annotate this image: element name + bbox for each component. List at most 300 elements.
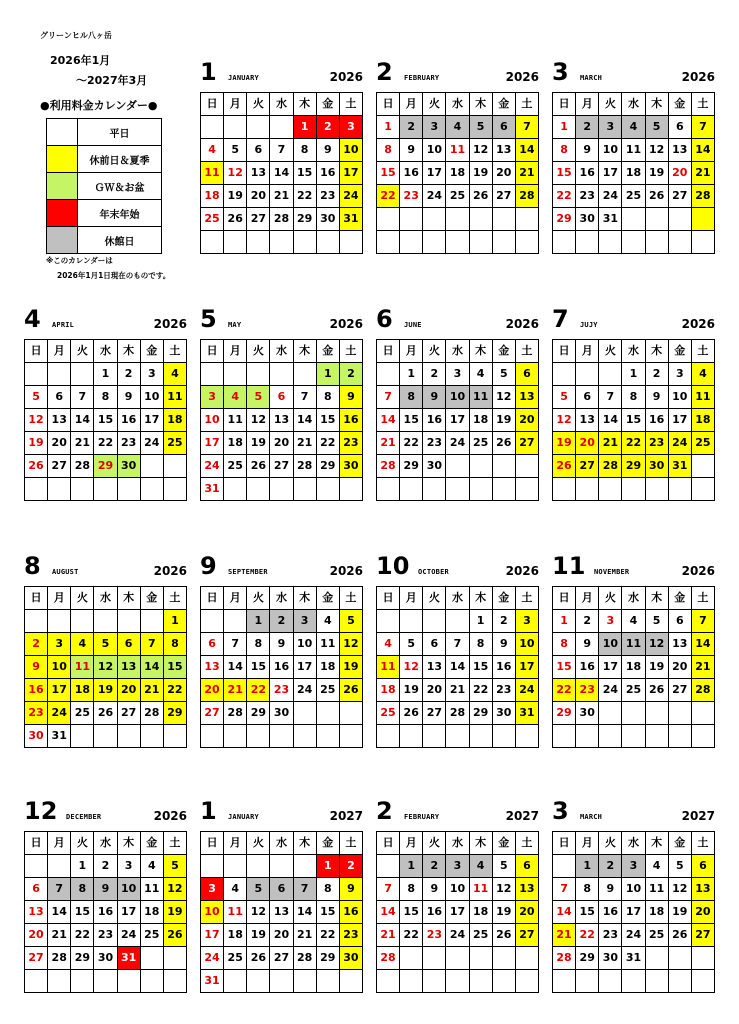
day-cell: 14 (377, 409, 400, 432)
day-cell: 3 (446, 855, 469, 878)
day-cell: 1 (94, 363, 117, 386)
day-cell: 7 (224, 633, 247, 656)
period-start: 2026年1月 (50, 54, 111, 67)
day-cell: 9 (576, 633, 599, 656)
day-cell: 16 (94, 901, 117, 924)
weekday-header: 木 (117, 587, 140, 610)
month-year: 2026 (329, 317, 363, 331)
month-year: 2026 (153, 317, 187, 331)
day-cell: 20 (423, 679, 446, 702)
month-header (376, 305, 539, 339)
week-row (201, 702, 363, 725)
week-row (25, 363, 187, 386)
weekday-header: 土 (691, 587, 714, 610)
day-cell: 13 (270, 901, 293, 924)
day-cell: 6 (48, 386, 71, 409)
day-cell: 1 (163, 610, 186, 633)
day-cell: 5 (469, 116, 492, 139)
month-block (552, 797, 715, 993)
day-cell: 30 (576, 702, 599, 725)
day-cell: 24 (117, 924, 140, 947)
day-cell: 22 (469, 679, 492, 702)
day-cell: 3 (48, 633, 71, 656)
empty-cell (553, 478, 576, 501)
month-header (24, 552, 187, 586)
month-name: FEBRUARY (404, 74, 440, 82)
day-cell: 17 (293, 656, 316, 679)
day-cell: 25 (224, 455, 247, 478)
week-row (553, 656, 715, 679)
empty-cell (446, 725, 469, 748)
week-row (201, 386, 363, 409)
empty-cell (622, 702, 645, 725)
day-cell: 28 (293, 947, 316, 970)
empty-cell (316, 702, 339, 725)
weekday-header: 土 (515, 832, 538, 855)
empty-cell (247, 855, 270, 878)
day-cell: 27 (691, 924, 714, 947)
weekday-header: 日 (201, 93, 224, 116)
day-cell: 10 (339, 139, 362, 162)
day-cell: 14 (599, 409, 622, 432)
empty-cell (71, 725, 94, 748)
day-cell: 19 (469, 162, 492, 185)
day-cell: 9 (339, 878, 362, 901)
legend-row (47, 173, 162, 200)
day-cell: 22 (94, 432, 117, 455)
legend-label: ＧＷ＆お盆 (78, 173, 162, 200)
weekday-header: 日 (377, 587, 400, 610)
month-table (200, 586, 363, 748)
empty-cell (515, 208, 538, 231)
day-cell: 1 (400, 363, 423, 386)
weekday-header: 日 (25, 587, 48, 610)
day-cell: 17 (515, 656, 538, 679)
day-cell: 2 (25, 633, 48, 656)
day-cell: 16 (423, 409, 446, 432)
day-cell: 23 (492, 679, 515, 702)
empty-cell (446, 231, 469, 254)
day-cell: 10 (599, 139, 622, 162)
month-header (24, 305, 187, 339)
day-cell: 11 (71, 656, 94, 679)
day-cell: 10 (423, 139, 446, 162)
day-cell: 17 (599, 162, 622, 185)
week-row (553, 610, 715, 633)
empty-cell (247, 970, 270, 993)
weekday-header: 月 (576, 832, 599, 855)
empty-cell (423, 610, 446, 633)
week-row (25, 679, 187, 702)
day-cell: 11 (691, 386, 714, 409)
day-cell: 24 (599, 185, 622, 208)
empty-cell (400, 478, 423, 501)
weekday-header: 火 (423, 832, 446, 855)
day-cell: 26 (668, 924, 691, 947)
legend-table (46, 118, 162, 254)
week-row (377, 363, 539, 386)
day-cell: 30 (423, 455, 446, 478)
week-row (553, 970, 715, 993)
empty-cell (691, 947, 714, 970)
month-number: 4 (24, 305, 41, 333)
day-cell: 9 (316, 139, 339, 162)
day-cell: 4 (201, 139, 224, 162)
month-table (552, 586, 715, 748)
week-row (553, 139, 715, 162)
month-year: 2026 (153, 809, 187, 823)
empty-cell (201, 363, 224, 386)
day-cell: 29 (316, 947, 339, 970)
empty-cell (691, 725, 714, 748)
day-cell: 24 (622, 924, 645, 947)
weekday-header: 火 (247, 93, 270, 116)
day-cell: 26 (247, 947, 270, 970)
legend-row (47, 227, 162, 254)
week-row (201, 633, 363, 656)
weekday-header: 木 (645, 587, 668, 610)
day-cell: 5 (400, 633, 423, 656)
day-cell: 20 (492, 162, 515, 185)
month-header (376, 797, 539, 831)
day-cell: 4 (224, 878, 247, 901)
empty-cell (423, 231, 446, 254)
weekday-header: 日 (553, 340, 576, 363)
day-cell: 15 (316, 901, 339, 924)
empty-cell (645, 231, 668, 254)
day-cell: 4 (691, 363, 714, 386)
day-cell: 8 (400, 386, 423, 409)
empty-cell (224, 116, 247, 139)
month-table (200, 339, 363, 501)
day-cell: 15 (400, 409, 423, 432)
day-cell: 18 (224, 432, 247, 455)
day-cell: 6 (492, 116, 515, 139)
day-cell: 13 (201, 656, 224, 679)
empty-cell (377, 208, 400, 231)
empty-cell (270, 363, 293, 386)
day-cell: 13 (515, 386, 538, 409)
day-cell: 3 (140, 363, 163, 386)
empty-cell (201, 610, 224, 633)
week-row (201, 432, 363, 455)
day-cell: 24 (515, 679, 538, 702)
day-cell: 29 (247, 702, 270, 725)
day-cell: 26 (553, 455, 576, 478)
empty-cell (668, 702, 691, 725)
empty-cell (668, 478, 691, 501)
day-cell: 7 (270, 139, 293, 162)
day-cell: 14 (270, 162, 293, 185)
month-header (200, 58, 363, 92)
empty-cell (599, 725, 622, 748)
day-cell: 23 (25, 702, 48, 725)
day-cell: 28 (553, 947, 576, 970)
empty-cell (469, 725, 492, 748)
day-cell: 1 (576, 855, 599, 878)
weekday-header: 水 (446, 832, 469, 855)
day-cell: 24 (201, 947, 224, 970)
month-year: 2027 (329, 809, 363, 823)
week-row (377, 139, 539, 162)
week-row (377, 386, 539, 409)
empty-cell (377, 478, 400, 501)
day-cell: 15 (576, 901, 599, 924)
day-cell: 1 (622, 363, 645, 386)
week-row (25, 924, 187, 947)
empty-cell (117, 970, 140, 993)
day-cell: 15 (163, 656, 186, 679)
day-cell: 12 (553, 409, 576, 432)
empty-cell (691, 478, 714, 501)
week-row (553, 679, 715, 702)
weekday-header: 水 (446, 340, 469, 363)
day-cell: 28 (270, 208, 293, 231)
day-cell: 16 (339, 409, 362, 432)
empty-cell (645, 725, 668, 748)
day-cell: 4 (469, 363, 492, 386)
week-row (201, 656, 363, 679)
day-cell: 3 (622, 855, 645, 878)
month-name: DECEMBER (66, 813, 102, 821)
weekday-header: 土 (691, 340, 714, 363)
day-cell: 20 (668, 162, 691, 185)
day-cell: 17 (446, 901, 469, 924)
week-row (553, 633, 715, 656)
day-cell: 19 (492, 901, 515, 924)
empty-cell (94, 970, 117, 993)
empty-cell (316, 231, 339, 254)
day-cell: 8 (293, 139, 316, 162)
empty-cell (25, 610, 48, 633)
month-block (24, 552, 187, 748)
weekday-header: 木 (293, 340, 316, 363)
day-cell: 2 (423, 363, 446, 386)
day-cell: 9 (25, 656, 48, 679)
weekday-header: 金 (316, 832, 339, 855)
weekday-header: 土 (163, 587, 186, 610)
empty-cell (140, 610, 163, 633)
day-cell: 2 (423, 855, 446, 878)
weekday-header: 火 (71, 587, 94, 610)
empty-cell (492, 208, 515, 231)
day-cell: 12 (94, 656, 117, 679)
empty-cell (515, 455, 538, 478)
day-cell: 21 (270, 185, 293, 208)
day-cell: 13 (691, 878, 714, 901)
month-header (200, 305, 363, 339)
day-cell: 7 (553, 878, 576, 901)
day-cell: 29 (163, 702, 186, 725)
day-cell: 28 (140, 702, 163, 725)
day-cell: 10 (446, 386, 469, 409)
day-cell: 5 (645, 116, 668, 139)
month-block (376, 797, 539, 993)
empty-cell (94, 478, 117, 501)
month-number: 7 (552, 305, 569, 333)
day-cell: 20 (515, 409, 538, 432)
weekday-header: 木 (645, 832, 668, 855)
day-cell: 20 (515, 901, 538, 924)
day-cell: 9 (117, 386, 140, 409)
weekday-header: 水 (622, 587, 645, 610)
month-year: 2026 (329, 70, 363, 84)
day-cell: 5 (163, 855, 186, 878)
day-cell: 25 (469, 432, 492, 455)
month-year: 2027 (681, 809, 715, 823)
empty-cell (224, 478, 247, 501)
day-cell: 21 (377, 432, 400, 455)
weekday-header: 金 (140, 832, 163, 855)
month-number: 3 (552, 797, 569, 825)
week-row (201, 208, 363, 231)
empty-cell (400, 231, 423, 254)
week-row (201, 185, 363, 208)
day-cell: 28 (48, 947, 71, 970)
day-cell: 21 (553, 924, 576, 947)
day-cell: 26 (492, 924, 515, 947)
weekday-header: 日 (25, 832, 48, 855)
day-cell: 14 (515, 139, 538, 162)
empty-cell (622, 725, 645, 748)
weekday-header: 火 (599, 832, 622, 855)
month-table (552, 831, 715, 993)
day-cell: 23 (645, 432, 668, 455)
day-cell: 12 (247, 409, 270, 432)
day-cell: 4 (446, 116, 469, 139)
day-cell: 27 (515, 432, 538, 455)
empty-cell (423, 208, 446, 231)
month-name: NOVEMBER (594, 568, 630, 576)
empty-cell (293, 725, 316, 748)
day-cell: 6 (515, 363, 538, 386)
empty-cell (423, 947, 446, 970)
day-cell: 21 (48, 924, 71, 947)
empty-cell (163, 478, 186, 501)
day-cell: 4 (140, 855, 163, 878)
week-row (553, 409, 715, 432)
day-cell: 1 (469, 610, 492, 633)
month-block (200, 797, 363, 993)
day-cell: 29 (469, 702, 492, 725)
day-cell: 16 (117, 409, 140, 432)
empty-cell (515, 231, 538, 254)
day-cell: 10 (48, 656, 71, 679)
day-cell: 18 (316, 656, 339, 679)
day-cell: 9 (645, 386, 668, 409)
day-cell: 2 (270, 610, 293, 633)
day-cell: 23 (423, 432, 446, 455)
day-cell: 22 (293, 185, 316, 208)
day-cell: 21 (691, 656, 714, 679)
day-cell: 14 (224, 656, 247, 679)
day-cell: 18 (691, 409, 714, 432)
day-cell: 3 (201, 878, 224, 901)
empty-cell (492, 947, 515, 970)
day-cell: 16 (316, 162, 339, 185)
day-cell: 19 (668, 901, 691, 924)
week-row (25, 702, 187, 725)
day-cell: 3 (423, 116, 446, 139)
weekday-header: 月 (48, 832, 71, 855)
day-cell: 17 (622, 901, 645, 924)
weekday-header: 火 (599, 340, 622, 363)
empty-cell (622, 208, 645, 231)
day-cell: 18 (377, 679, 400, 702)
month-number: 1 (200, 797, 217, 825)
day-cell: 27 (270, 455, 293, 478)
month-number: 2 (376, 797, 393, 825)
day-cell: 27 (247, 208, 270, 231)
day-cell: 5 (247, 878, 270, 901)
week-row (377, 633, 539, 656)
day-cell: 7 (293, 386, 316, 409)
empty-cell (270, 478, 293, 501)
empty-cell (668, 208, 691, 231)
day-cell: 20 (270, 432, 293, 455)
calendar-title: ●利用料金カレンダー● (40, 99, 158, 112)
day-cell: 19 (247, 924, 270, 947)
day-cell: 8 (469, 633, 492, 656)
empty-cell (377, 610, 400, 633)
day-cell: 20 (576, 432, 599, 455)
day-cell: 9 (400, 139, 423, 162)
week-row (553, 901, 715, 924)
day-cell: 7 (48, 878, 71, 901)
day-cell: 20 (117, 679, 140, 702)
day-cell: 10 (622, 878, 645, 901)
day-cell: 7 (140, 633, 163, 656)
week-row (201, 878, 363, 901)
day-cell: 31 (48, 725, 71, 748)
day-cell: 22 (400, 432, 423, 455)
month-block (376, 305, 539, 501)
empty-cell (163, 455, 186, 478)
day-cell: 2 (576, 610, 599, 633)
empty-cell (553, 970, 576, 993)
empty-cell (599, 231, 622, 254)
day-cell: 11 (469, 878, 492, 901)
weekday-header: 水 (270, 93, 293, 116)
weekday-header: 木 (469, 340, 492, 363)
day-cell: 27 (423, 702, 446, 725)
day-cell: 3 (599, 610, 622, 633)
day-cell: 29 (293, 208, 316, 231)
month-header (552, 552, 715, 586)
weekday-header: 金 (140, 587, 163, 610)
empty-cell (576, 725, 599, 748)
day-cell: 10 (599, 633, 622, 656)
day-cell: 7 (446, 633, 469, 656)
day-cell: 28 (377, 947, 400, 970)
empty-cell (94, 610, 117, 633)
legend-row (47, 146, 162, 173)
month-year: 2026 (505, 564, 539, 578)
month-number: 3 (552, 58, 569, 86)
weekday-header: 木 (117, 340, 140, 363)
empty-cell (622, 970, 645, 993)
day-cell: 6 (691, 855, 714, 878)
week-row (25, 970, 187, 993)
week-row (201, 679, 363, 702)
week-row (377, 409, 539, 432)
day-cell: 28 (691, 679, 714, 702)
weekday-header: 月 (400, 93, 423, 116)
day-cell: 5 (224, 139, 247, 162)
empty-cell (645, 208, 668, 231)
day-cell: 27 (201, 702, 224, 725)
day-cell: 3 (339, 116, 362, 139)
